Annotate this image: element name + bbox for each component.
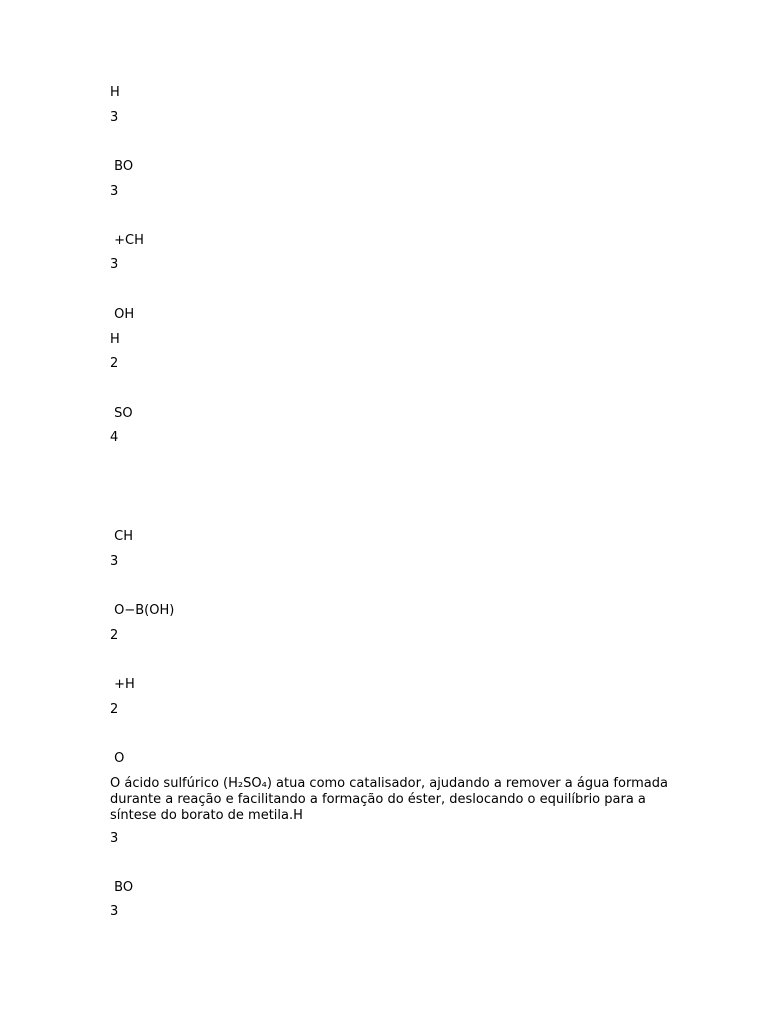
text-line: H	[110, 85, 120, 100]
text-line: 3	[110, 110, 119, 125]
text-line: CH	[110, 529, 133, 544]
text-line: +H	[110, 677, 135, 692]
text-line: SO	[110, 406, 133, 421]
text-line: OH	[110, 307, 135, 322]
text-line: 3	[110, 184, 119, 199]
explanation-paragraph: O ácido sulfúrico (H₂SO₄) atua como catalisador, ajudando a remover a água formada durante a reação e facilitando a formação do éster, deslocando o equilíbrio para a síntese do borato de metila.H	[110, 776, 668, 823]
text-line: 3	[110, 831, 119, 846]
text-line: O	[110, 751, 125, 766]
text-line: 2	[110, 702, 119, 717]
text-line: +CH	[110, 233, 144, 248]
text-line: 2	[110, 356, 119, 371]
text-line: 4	[110, 430, 119, 445]
text-line: BO	[110, 880, 134, 895]
text-line: 3	[110, 904, 119, 919]
text-line: BO	[110, 159, 134, 174]
text-line: 3	[110, 257, 119, 272]
text-line: 3	[110, 554, 119, 569]
text-line: H	[110, 332, 120, 347]
text-line: 2	[110, 628, 119, 643]
text-line: O−B(OH)	[110, 603, 175, 618]
